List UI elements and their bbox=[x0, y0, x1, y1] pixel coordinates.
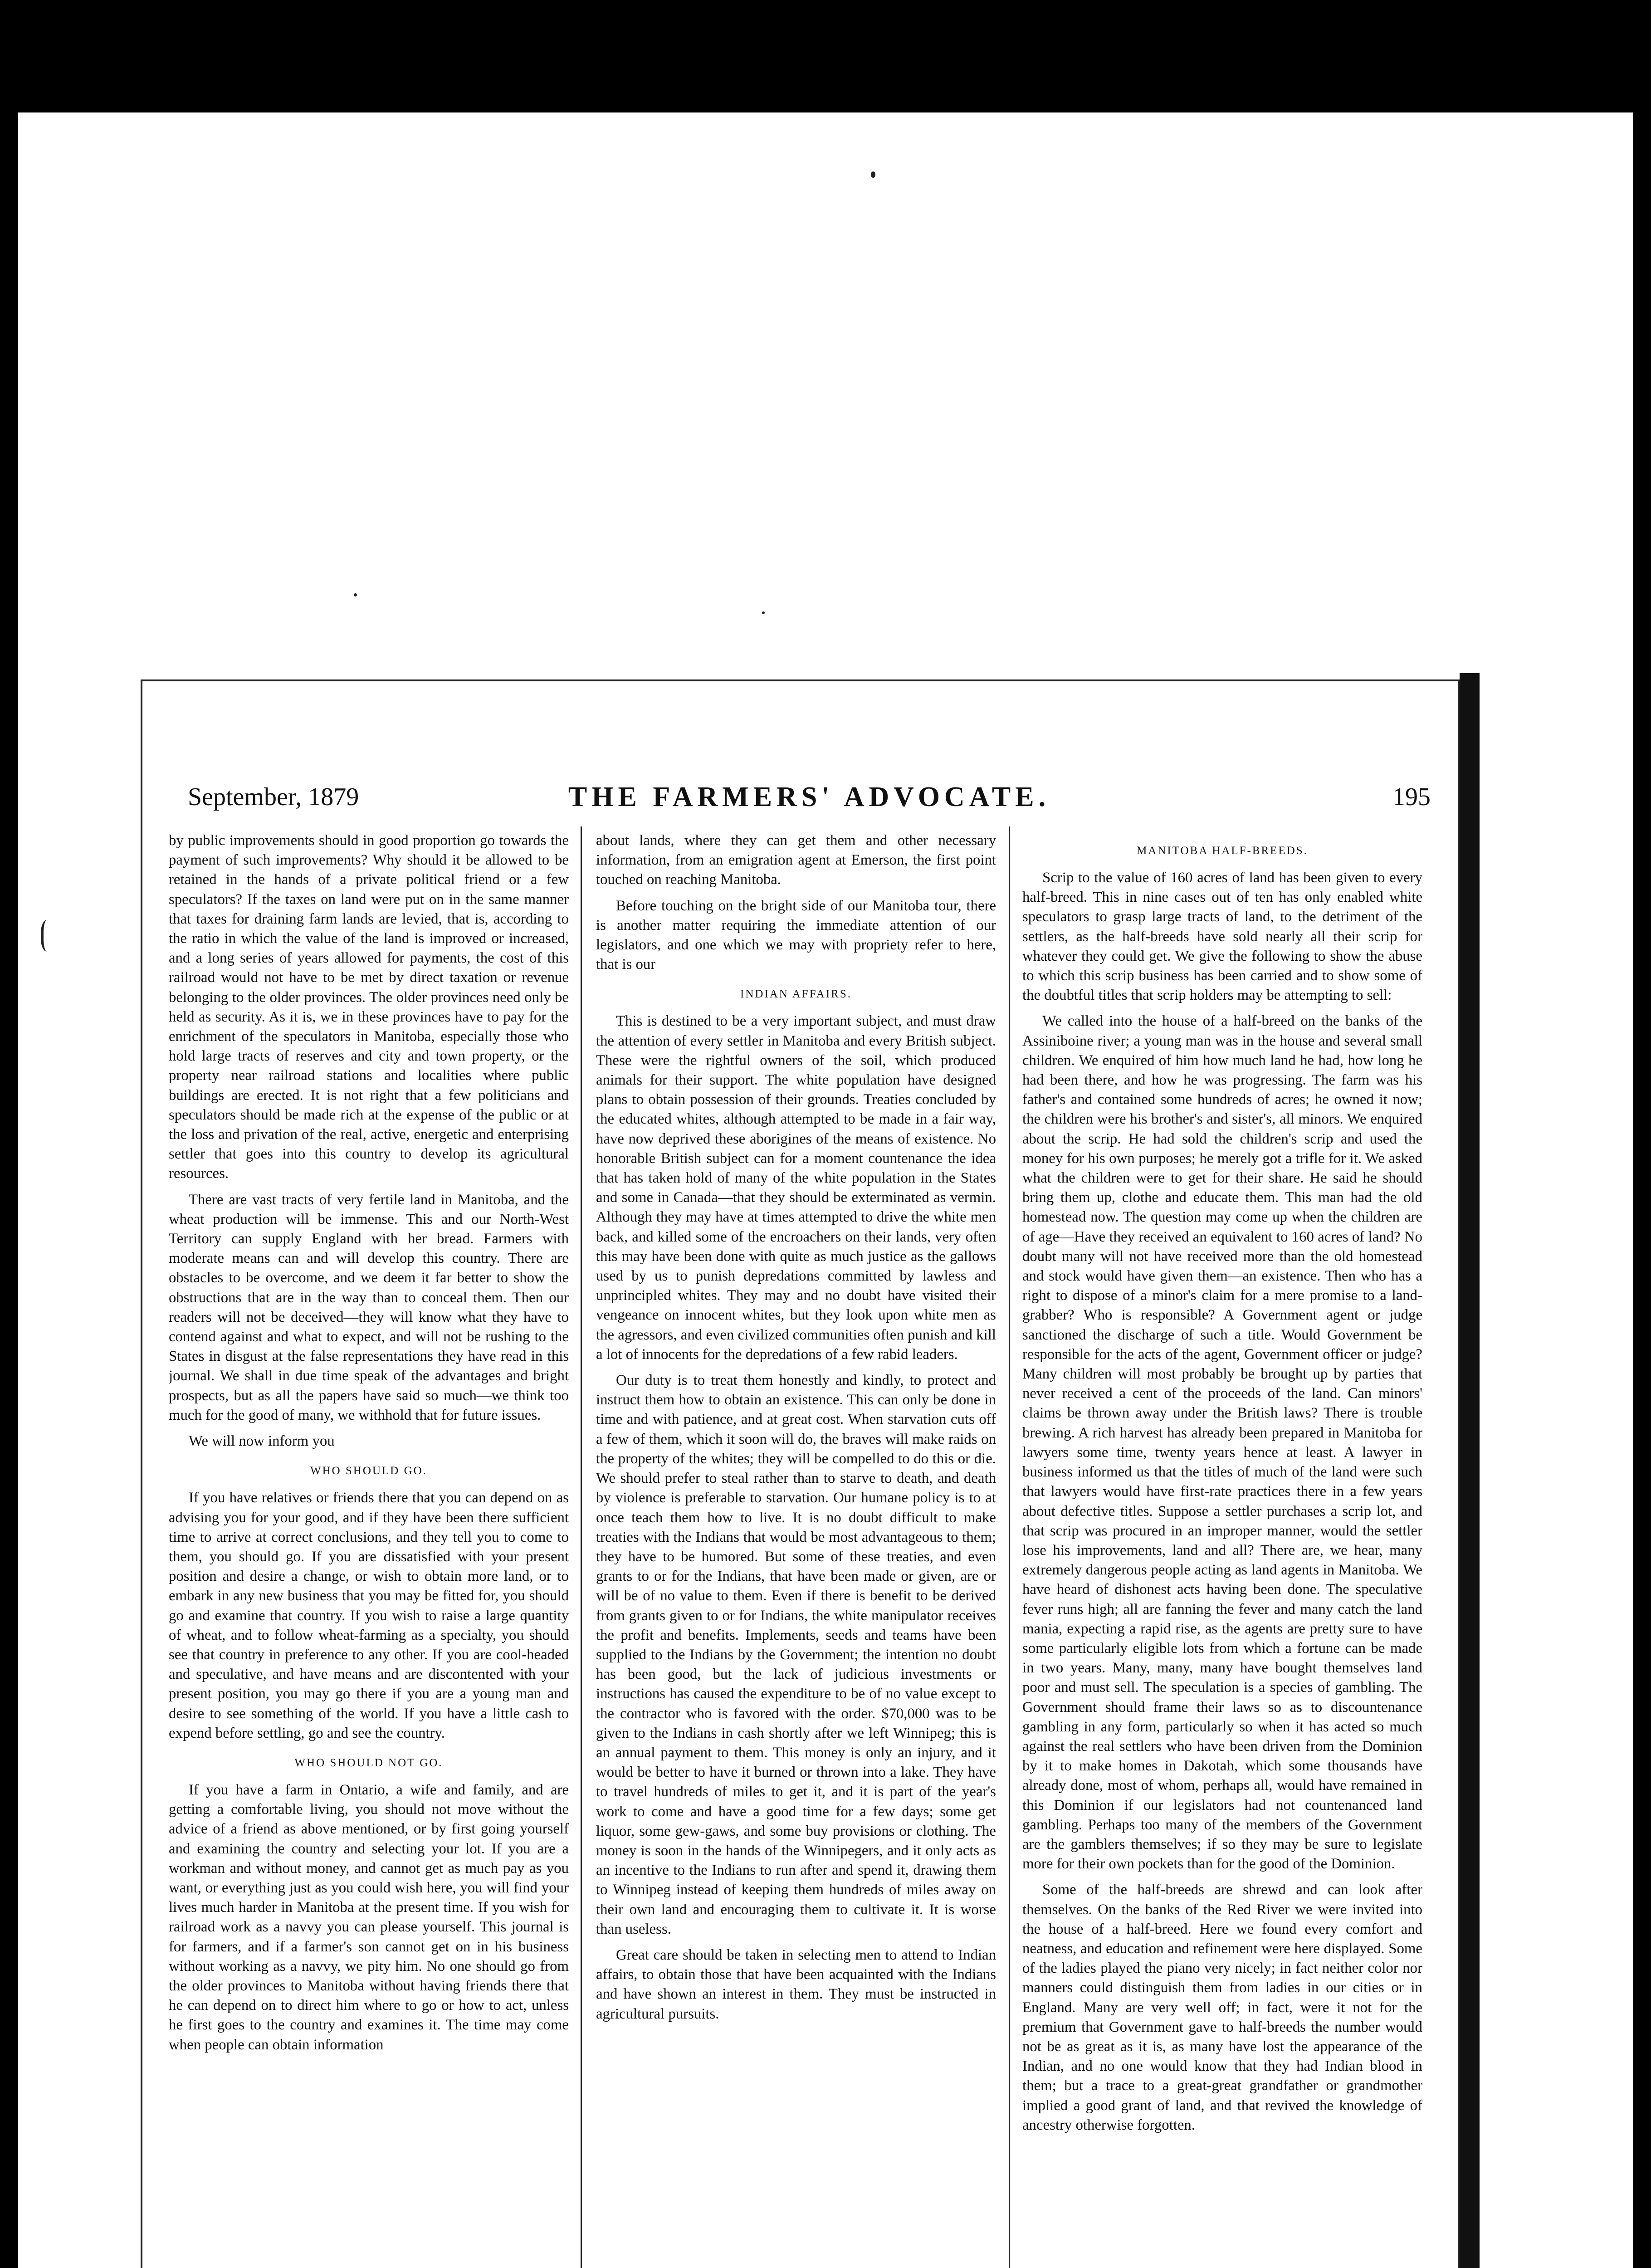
page-edge-shadow-right bbox=[1460, 673, 1480, 2268]
article-paragraph: by public improvements should in good proportion go towards the payment of such improvements? Why should it be allowed to be retained in the hands of a private political friend or a few speculators? If the taxes on land were put on in the same manner that taxes for draining farm lands are levied, that is, according to the ratio in which the value of the land is improved or increased, and a long series of years allowed for payments, the cost of this railroad would not have to be met by direct taxation or revenue belonging to the older provinces. The older provinces need only be held as security. As it is, we in these provinces have to pay for the enrichment of the speculators in Manitoba, especially those who hold large tracts of reserves and city and town property, or the property near railroad stations and localities where public buildings are erected. It is not right that a few politicians and speculators should be made rich at the expense of the public or at the loss and privation of the real, active, energetic and enterprising settler that goes into this country to develop its agricultural resources. bbox=[169, 832, 569, 1182]
section-heading: WHO SHOULD NOT GO. bbox=[294, 1756, 443, 1769]
article-paragraph: We called into the house of a half-breed on the banks of the Assiniboine river; a young man was in the house and several small children. We enquired of him how much land he had, how long he had been there, and how he was progressing. The farm was his father's and contained some hundreds of acres; he owned it now; the children were his brother's and sister's, all minors. We enquired about the scrip. He had sold the children's scrip and used the money for his own purposes; he merely got a trifle for it. We asked what the children were to get for their share. He said he should bring them up, clothe and educate them. This man had the old homestead now. The question may come up when the children are of age—Have they received an equivalent to 160 acres of land? No doubt many will not have received more than the old homestead and stock would have given them—an existence. Then who has a right to dispose of a minor's claim for a mere promise to a land-grabber? Who is responsible? A Government agent or judge sanctioned the discharge of such a title. Would Government be responsible for the acts of the agent, Government officer or judge? Many children will most probably be brought up by parties that never received a cent of the proceeds of the land. Can minors' claims be thrown away under the British laws? There is trouble brewing. A rich harvest has already been prepared in Manitoba for lawyers some time, twenty years hence at least. A lawyer in business informed us that the titles of much of the land were such that lawyers would have first-rate practices there in a few years about defective titles. Suppose a settler purchases a scrip lot, and that scrip was procured in an improper manner, would the settler lose his improvements, land and all? There are, we hear, many extremely dangerous people acting as land agents in Manitoba. We have heard of dishonest acts having been done. The speculative fever runs high; all are fanning the fever and many catch the land mania, expecting a rapid rise, as the agents are pretty sure to have some particularly eligible lots from which a fortune can be made in two years. Many, many, many have bought themselves land poor and must sell. The speculation is a species of gambling. The Government should frame their laws so as to discountenance gambling in any form, particularly so when it has acted so much against the real settlers who have been driven from the Dominion by it to make homes in Dakotah, which some thousands have already done, most of whom, perhaps all, would have remained in this Dominion if our legislators had not countenanced land gambling. Perhaps too many of the members of the Government are the gamblers themselves; if so they may be sure to legislate more for their own pockets than for the good of the Dominion. bbox=[1022, 1013, 1422, 1872]
article-paragraph: If you have a farm in Ontario, a wife and family, and are getting a comfortable living, you should not move without the advice of a friend as above mentioned, or by first going yourself and examining the country and selecting your lot. If you are a workman and without money, and cannot get as much pay as you want, or everything just as you could wish here, you will find your lives much harder in Manitoba at the present time. If you wish for railroad work as a navvy you can please yourself. This journal is for farmers, and if a farmer's son cannot get on in his business without working as a navvy, we pity him. No one should go from the older provinces to Manitoba without having friends there that he can depend on to direct him where to go or how to act, unless he first goes to the country and examines it. The time may come when people can obtain information bbox=[169, 1781, 569, 2053]
section-heading: MANITOBA HALF-BREEDS. bbox=[1137, 845, 1308, 857]
scan-speck bbox=[354, 593, 357, 596]
column-rule bbox=[1009, 826, 1010, 2268]
section-heading: WHO SHOULD GO. bbox=[310, 1465, 427, 1477]
article-paragraph: This is destined to be a very important subject, and must draw the attention of every settler in Manitoba and every British subject. These were the rightful owners of the soil, which produced animals for their support. The white population have designed plans to obtain possession of their grounds. Treaties concluded by the educated whites, although attempted to be made in a fair way, have now deprived these aborigines of the means of existence. No honorable British subject can for a moment countenance the idea that has taken hold of many of the white population in the States and some in Canada—that they should be exterminated as vermin. Although they may have at times attempted to drive the white men back, and killed some of the encroachers on their lands, very often this may have been done with quite as much justice as the gallows used by us to punish depredations committed by lawless and unprincipled whites. They may and no doubt have visited their vengeance on innocent whites, but they look upon white men as the agressors, and even civilized communities often punish and kill a lot of innocents for the depredations of a few rabid leaders. bbox=[596, 1013, 996, 1363]
page-number: 195 bbox=[1392, 783, 1431, 811]
column-3 bbox=[1022, 831, 1422, 2268]
issue-date: September, 1879 bbox=[188, 783, 359, 811]
margin-mark bbox=[41, 920, 56, 952]
article-paragraph: There are vast tracts of very fertile land in Manitoba, and the wheat production will be immense. This and our North-West Territory can supply England with her bread. Farmers with moderate means can and will develop this country. There are obstacles to be overcome, and we deem it far better to show the obstructions that are in the way than to conceal them. Then our readers will not be deceived—they will know what they have to contend against and what to expect, and will not be rushing to the States in disgust at the false representations they have read in this journal. We shall in due time speak of the advantages and bright prospects, but as all the papers have said so much—we think too much for the good of many, we withhold that for future issues. bbox=[169, 1191, 569, 1423]
article-paragraph: Great care should be taken in selecting men to attend to Indian affairs, to obtain those that have been acquainted with the Indians and have shown an interest in them. They must be instructed in agricultural pursuits. bbox=[596, 1946, 996, 2022]
publication-title: THE FARMERS' ADVOCATE. bbox=[568, 782, 1050, 812]
scan-border-top bbox=[0, 0, 1651, 112]
article-paragraph: Some of the half-breeds are shrewd and can look after themselves. On the banks of the Red River we were invited into the house of a half-breed. Here we found every comfort and neatness, and education and refinement were here displayed. Some of the ladies played the piano very nicely; in fact neither color nor manners could distinguish them from ladies in our cities or in England. Many are very well off; in fact, were it not for the premium that Government gave to half-breeds the number would not be as great as it is, as many have lost the appearance of the Indian, and no one would know that they had Indian blood in them; but a trace to a great-great grandfather or grandmother implied a good grant of land, and that revived the knowledge of ancestry otherwise forgotten. bbox=[1022, 1882, 1422, 2133]
article-paragraph: If you have relatives or friends there that you can depend on as advising you for your good, and if they have been there sufficient time to arrive at correct conclusions, and they tell you to come to them, you should go. If you are dissatisfied with your present position and desire a change, or wish to obtain more land, or to embark in any new business that you may be fitted for, you should go and examine that country. If you wish to raise a large quantity of wheat, and to follow wheat-farming as a specialty, you should see that country in preference to any other. If you are cool-headed and speculative, and have means and are discontented with your present position, you may go there if you are a young man and desire to see something of the world. If you have a little cash to expend before settling, go and see the country. bbox=[169, 1490, 569, 1741]
running-head bbox=[188, 779, 1431, 815]
article-paragraph: Scrip to the value of 160 acres of land has been given to every half-breed. This in nine cases out of ten has only enabled white speculators to grasp large tracts of land, to the detriment of the settlers, as the half-breeds have sold nearly all their scrip for whatever they could get. We give the following to show the abuse to which this scrip business has been carried and to show some of the doubtful titles that scrip holders may be attempting to sell: bbox=[1022, 870, 1422, 1004]
scanned-sheet bbox=[18, 112, 1633, 2268]
article-paragraph: We will now inform you bbox=[189, 1433, 335, 1450]
column-1 bbox=[169, 831, 569, 2268]
column-2 bbox=[596, 831, 996, 2268]
section-heading: INDIAN AFFAIRS. bbox=[740, 988, 852, 1001]
column-rule bbox=[581, 826, 582, 2268]
newspaper-page bbox=[141, 679, 1460, 2268]
article-paragraph: Our duty is to treat them honestly and kindly, to protect and instruct them how to obtain an existence. This can only be done in time and with patience, and at great cost. When starvation cuts off a few of them, which it soon will do, the braves will make raids on the property of the whites; they will be compelled to do this or die. We should prefer to steal rather than to starve to death, and death by violence is preferable to starvation. Our humane policy is to at once teach them how to live. It is no doubt difficult to make treaties with the Indians that would be most advantageous to them; they have to be humored. But some of these treaties, and even grants to or for the Indians, that have been made or given, are or will be of no value to them. Even if there is benefit to be derived from grants given to or for Indians, the white manipulator receives the profit and benefits. Implements, seeds and teams have been supplied to the Indians by the Government; the intention no doubt has been good, but the lack of judicious investments or instructions has caused the expenditure to be of no value except to the contractor who is favored with the order. $70,000 was to be given to the Indians in cash shortly after we left Winnipeg; this is an annual payment to them. This money is only an injury, and it would be better to have it burned or thrown into a lake. They have to travel hundreds of miles to get it, and it is part of the year's work to come and have a good time for a few days; some get liquor, some gew-gaws, and some buy provisions or clothing. The money is soon in the hands of the Winnipegers, and it only acts as an incentive to the Indians to run after and spend it, drawing them to Winnipeg instead of keeping them hundreds of miles away on their own land and encouraging them to cultivate it. It is worse than useless. bbox=[596, 1372, 996, 1937]
scan-speck bbox=[871, 171, 875, 178]
article-paragraph: about lands, where they can get them and other necessary information, from an emigration agent at Emerson, the first point touched on reaching Manitoba. bbox=[596, 832, 996, 888]
article-paragraph: Before touching on the bright side of our Manitoba tour, there is another matter requiring the immediate attention of our legislators, and one which we may with propriety refer to here, that is our bbox=[596, 897, 996, 973]
scan-speck bbox=[762, 611, 765, 614]
